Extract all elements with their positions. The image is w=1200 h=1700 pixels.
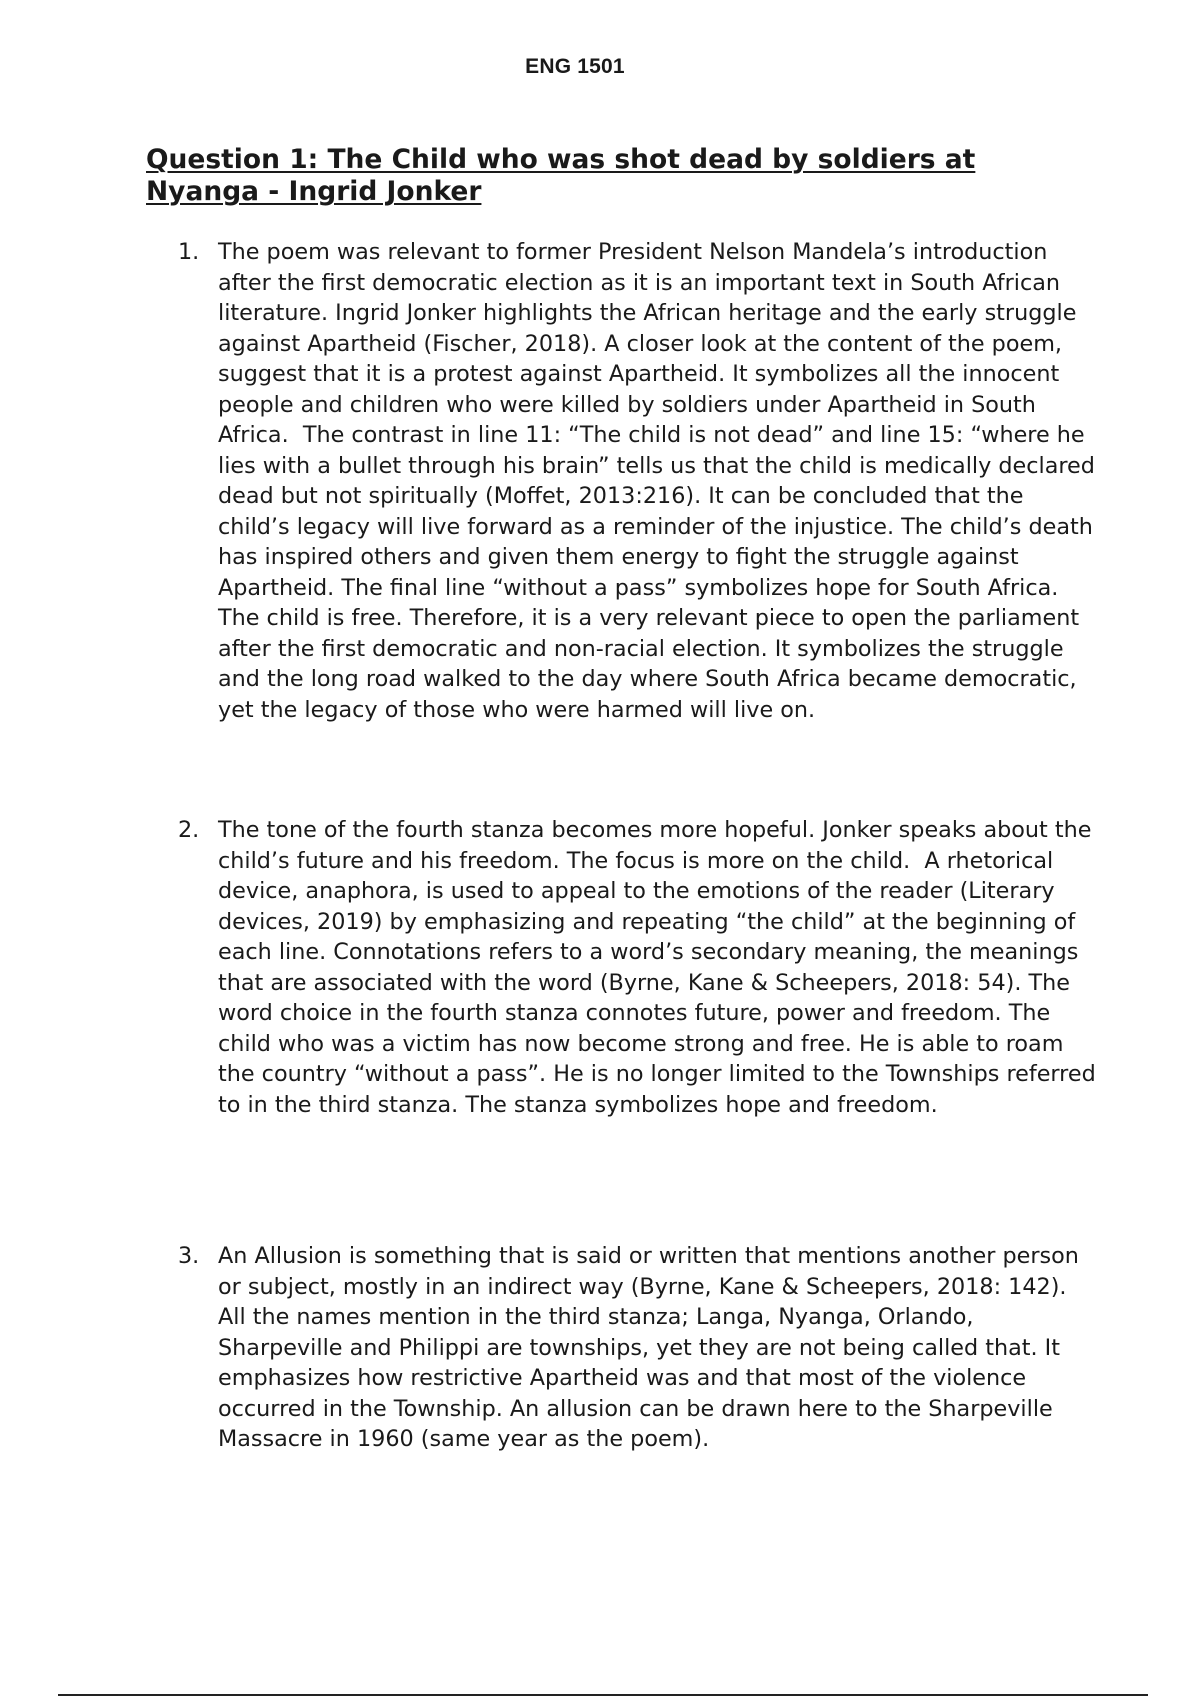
- question-title: Question 1: The Child who was shot dead by soldiers at Nyanga - Ingrid Jonker: [146, 144, 976, 207]
- answer-item-1: [178, 237, 1102, 725]
- answer-text: The poem was relevant to former President Nelson Mandela’s introduction after the first democratic election as it is an important text in South African literature. Ingrid Jonker highlights the African heritage and the early struggle against Apartheid (Fischer, 2018). A closer look at the content of the poem, suggest that it is a protest against Apartheid. It symbolizes all the innocent people and children who were killed by soldiers under Apartheid in South Africa. The contrast in line 11: “The child is not dead” and line 15: “where he lies with a bullet through his brain” tells us that the child is medically declared dead but not spiritually (Moffet, 2013:216). It can be concluded that the child’s legacy will live forward as a reminder of the injustice. The child’s death has inspired others and given them energy to fight the struggle against Apartheid. The final line “without a pass” symbolizes hope for South Africa. The child is free. Therefore, it is a very relevant piece to open the parliament after the first democratic and non-racial election. It symbolizes the struggle and the long road walked to the day where South Africa became democratic, yet the legacy of those who were harmed will live on.: [218, 239, 1102, 723]
- answer-item-2: [178, 815, 1103, 1120]
- answer-text: An Allusion is something that is said or written that mentions another person or subject, mostly in an indirect way (Byrne, Kane & Scheepers, 2018: 142). All the names mention in the third stanza; Langa, Nyanga, Orlando, Sharpeville and Philippi are townships, yet they are not being called that. It emphasizes how restrictive Apartheid was and that most of the violence occurred in the Township. An allusion can be drawn here to the Sharpeville Massacre in 1960 (same year as the poem).: [218, 1243, 1087, 1452]
- answer-number: 3.: [178, 1243, 200, 1269]
- answer-text: The tone of the fourth stanza becomes more hopeful. Jonker speaks about the child’s future and his freedom. The focus is more on the child. A rhetorical device, anaphora, is used to appeal to the emotions of the reader (Literary devices, 2019) by emphasizing and repeating “the child” at the beginning of each line. Connotations refers to a word’s secondary meaning, the meanings that are associated with the word (Byrne, Kane & Scheepers, 2018: 54). The word choice in the fourth stanza connotes future, power and freedom. The child who was a victim has now become strong and free. He is able to roam the country “without a pass”. He is no longer limited to the Townships referred to in the third stanza. The stanza symbolizes hope and freedom.: [218, 817, 1103, 1118]
- footer-divider: [58, 1694, 1148, 1696]
- course-code-header: ENG 1501: [525, 55, 625, 78]
- answer-number: 1.: [178, 239, 200, 265]
- answer-number: 2.: [178, 817, 200, 843]
- answer-item-3: [178, 1241, 1098, 1455]
